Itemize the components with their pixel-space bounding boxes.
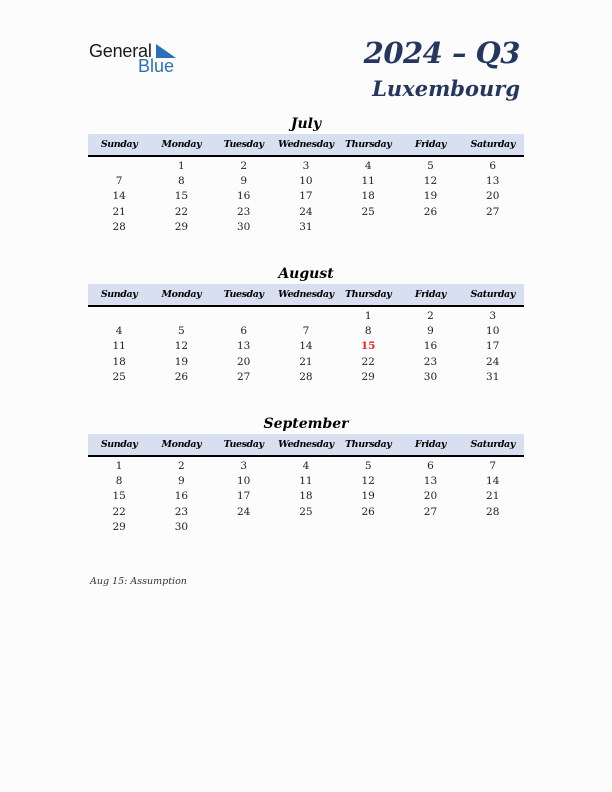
logo xyxy=(89,41,189,77)
day-cell: 21 xyxy=(112,205,126,218)
day-cell: 1 xyxy=(364,310,372,322)
day-cell: 29 xyxy=(112,520,126,533)
week-row xyxy=(88,370,524,385)
week-row xyxy=(88,174,524,189)
page-title: 2024 – Q3 xyxy=(363,36,520,70)
day-cell: 24 xyxy=(236,505,251,518)
day-cell: 5 xyxy=(427,160,434,172)
weekday-header-thursday: Thursday xyxy=(345,289,392,300)
day-cell: 10 xyxy=(486,325,500,338)
day-cell: 19 xyxy=(361,490,375,503)
week-row xyxy=(88,520,524,535)
month-weeks xyxy=(88,157,524,235)
empty-day-cell xyxy=(275,309,337,324)
empty-day-cell xyxy=(462,520,524,535)
day-cell: 8 xyxy=(364,325,372,338)
day-cell: 3 xyxy=(302,160,310,172)
day-cell: 24 xyxy=(299,205,313,218)
day-cell: 25 xyxy=(299,505,313,518)
weekday-header-thursday: Thursday xyxy=(345,139,392,150)
day-cell: 12 xyxy=(174,340,189,353)
month-name: July xyxy=(290,116,322,132)
day-cell: 4 xyxy=(115,325,123,338)
day-cell: 13 xyxy=(486,175,500,188)
day-cell: 6 xyxy=(240,325,247,338)
week-row xyxy=(88,339,524,354)
day-cell: 14 xyxy=(299,340,313,353)
empty-day-cell xyxy=(337,520,399,535)
weekday-header-monday: Monday xyxy=(161,289,202,300)
weekday-header-row xyxy=(88,284,524,307)
weekday-header-tuesday: Tuesday xyxy=(223,289,264,300)
logo-word-general: General xyxy=(89,41,152,61)
day-cell: 7 xyxy=(115,175,123,188)
day-cell: 7 xyxy=(489,460,497,472)
week-row xyxy=(88,309,524,324)
weekday-header-friday: Friday xyxy=(414,289,447,300)
empty-day-cell xyxy=(213,309,275,324)
day-cell: 2 xyxy=(240,160,247,172)
day-cell: 18 xyxy=(112,355,126,368)
weekday-header-sunday: Sunday xyxy=(100,439,138,450)
day-cell: 29 xyxy=(174,220,189,233)
day-cell: 6 xyxy=(489,160,497,172)
day-cell: 17 xyxy=(236,490,251,503)
weekday-header-tuesday: Tuesday xyxy=(223,439,264,450)
day-cell: 14 xyxy=(486,475,500,488)
month-calendar-july xyxy=(88,114,524,235)
day-cell: 1 xyxy=(115,460,123,472)
weekday-header-sunday: Sunday xyxy=(100,139,138,150)
day-cell: 20 xyxy=(423,490,438,503)
day-cell: 28 xyxy=(299,370,313,383)
day-cell: 4 xyxy=(364,160,372,172)
month-name: September xyxy=(263,416,349,432)
week-row xyxy=(88,489,524,504)
day-cell: 11 xyxy=(112,340,126,353)
weekday-header-row xyxy=(88,434,524,457)
day-cell: 21 xyxy=(299,355,313,368)
week-row xyxy=(88,205,524,220)
weekday-header-tuesday: Tuesday xyxy=(223,139,264,150)
day-cell: 12 xyxy=(361,475,375,488)
weekday-header-saturday: Saturday xyxy=(470,439,515,450)
day-cell: 16 xyxy=(423,340,438,353)
day-cell: 15 xyxy=(174,190,189,203)
day-cell: 27 xyxy=(486,205,500,218)
day-cell: 14 xyxy=(112,190,126,203)
empty-day-cell xyxy=(275,520,337,535)
country-subtitle: Luxembourg xyxy=(372,76,520,101)
month-weeks xyxy=(88,457,524,535)
weekday-header-friday: Friday xyxy=(414,439,447,450)
empty-day-cell xyxy=(150,309,212,324)
day-cell: 17 xyxy=(299,190,313,203)
logo-word-blue: Blue xyxy=(138,56,175,76)
day-cell: 9 xyxy=(240,175,247,188)
day-cell: 26 xyxy=(174,370,189,383)
day-cell: 17 xyxy=(486,340,500,353)
weekday-header-wednesday: Wednesday xyxy=(278,289,334,300)
day-cell: 16 xyxy=(174,490,189,503)
day-cell: 5 xyxy=(178,325,185,338)
day-cell: 20 xyxy=(486,190,500,203)
day-cell: 26 xyxy=(361,505,375,518)
day-cell: 12 xyxy=(423,175,438,188)
day-cell: 31 xyxy=(299,220,313,233)
weekday-header-thursday: Thursday xyxy=(345,439,392,450)
week-row xyxy=(88,159,524,174)
day-cell: 4 xyxy=(302,460,310,472)
weekday-header-monday: Monday xyxy=(161,139,202,150)
weekday-header-saturday: Saturday xyxy=(470,139,515,150)
day-cell: 11 xyxy=(299,475,313,488)
day-cell: 21 xyxy=(486,490,500,503)
day-cell: 22 xyxy=(361,355,375,368)
weekday-header-sunday: Sunday xyxy=(100,289,138,300)
month-weeks xyxy=(88,307,524,385)
empty-day-cell xyxy=(399,520,461,535)
day-cell: 3 xyxy=(489,310,497,322)
week-row xyxy=(88,324,524,339)
week-row xyxy=(88,474,524,489)
day-cell: 11 xyxy=(361,175,375,188)
day-cell: 3 xyxy=(240,460,247,472)
day-cell: 30 xyxy=(174,520,189,533)
empty-day-cell xyxy=(88,309,150,324)
day-cell: 19 xyxy=(174,355,189,368)
day-cell: 26 xyxy=(423,205,438,218)
day-cell: 24 xyxy=(486,355,500,368)
weekday-header-saturday: Saturday xyxy=(470,289,515,300)
month-calendar-august xyxy=(88,264,524,385)
week-row xyxy=(88,220,524,235)
day-cell: 5 xyxy=(364,460,372,472)
day-cell: 8 xyxy=(115,475,123,488)
empty-day-cell xyxy=(462,220,524,235)
weekday-header-friday: Friday xyxy=(414,139,447,150)
empty-day-cell xyxy=(88,159,150,174)
week-row xyxy=(88,459,524,474)
day-cell: 8 xyxy=(178,175,185,188)
day-cell: 18 xyxy=(361,190,375,203)
day-cell: 9 xyxy=(427,325,434,338)
week-row xyxy=(88,189,524,204)
empty-day-cell xyxy=(213,520,275,535)
month-name: August xyxy=(278,266,334,282)
day-cell: 19 xyxy=(423,190,438,203)
day-cell: 30 xyxy=(423,370,438,383)
week-row xyxy=(88,355,524,370)
day-cell: 28 xyxy=(112,220,126,233)
day-cell: 7 xyxy=(302,325,310,338)
month-calendar-september xyxy=(88,414,524,535)
empty-day-cell xyxy=(337,220,399,235)
day-cell: 2 xyxy=(178,460,185,472)
day-cell: 13 xyxy=(236,340,251,353)
weekday-header-row xyxy=(88,134,524,157)
day-cell: 25 xyxy=(112,370,126,383)
day-cell: 30 xyxy=(236,220,251,233)
day-cell: 29 xyxy=(361,370,375,383)
day-cell: 28 xyxy=(486,505,500,518)
day-cell: 16 xyxy=(236,190,251,203)
day-cell: 23 xyxy=(174,505,189,518)
day-cell: 18 xyxy=(299,490,313,503)
day-cell: 10 xyxy=(236,475,251,488)
day-cell: 20 xyxy=(236,355,251,368)
day-cell: 15 xyxy=(112,490,126,503)
week-row xyxy=(88,505,524,520)
day-cell: 22 xyxy=(112,505,126,518)
day-cell: 2 xyxy=(427,310,434,322)
day-cell: 13 xyxy=(423,475,438,488)
weekday-header-monday: Monday xyxy=(161,439,202,450)
day-cell: 23 xyxy=(236,205,251,218)
day-cell: 27 xyxy=(423,505,438,518)
day-cell: 6 xyxy=(427,460,434,472)
day-cell: 22 xyxy=(174,205,189,218)
day-cell: 27 xyxy=(236,370,251,383)
day-cell: 10 xyxy=(299,175,313,188)
day-cell: 23 xyxy=(423,355,438,368)
weekday-header-wednesday: Wednesday xyxy=(278,439,334,450)
holiday-day-cell: 15 xyxy=(360,340,376,353)
day-cell: 25 xyxy=(361,205,375,218)
empty-day-cell xyxy=(399,220,461,235)
day-cell: 31 xyxy=(486,370,500,383)
day-cell: 9 xyxy=(178,475,185,488)
holiday-note: Aug 15: Assumption xyxy=(90,576,187,587)
day-cell: 1 xyxy=(178,160,185,172)
weekday-header-wednesday: Wednesday xyxy=(278,139,334,150)
